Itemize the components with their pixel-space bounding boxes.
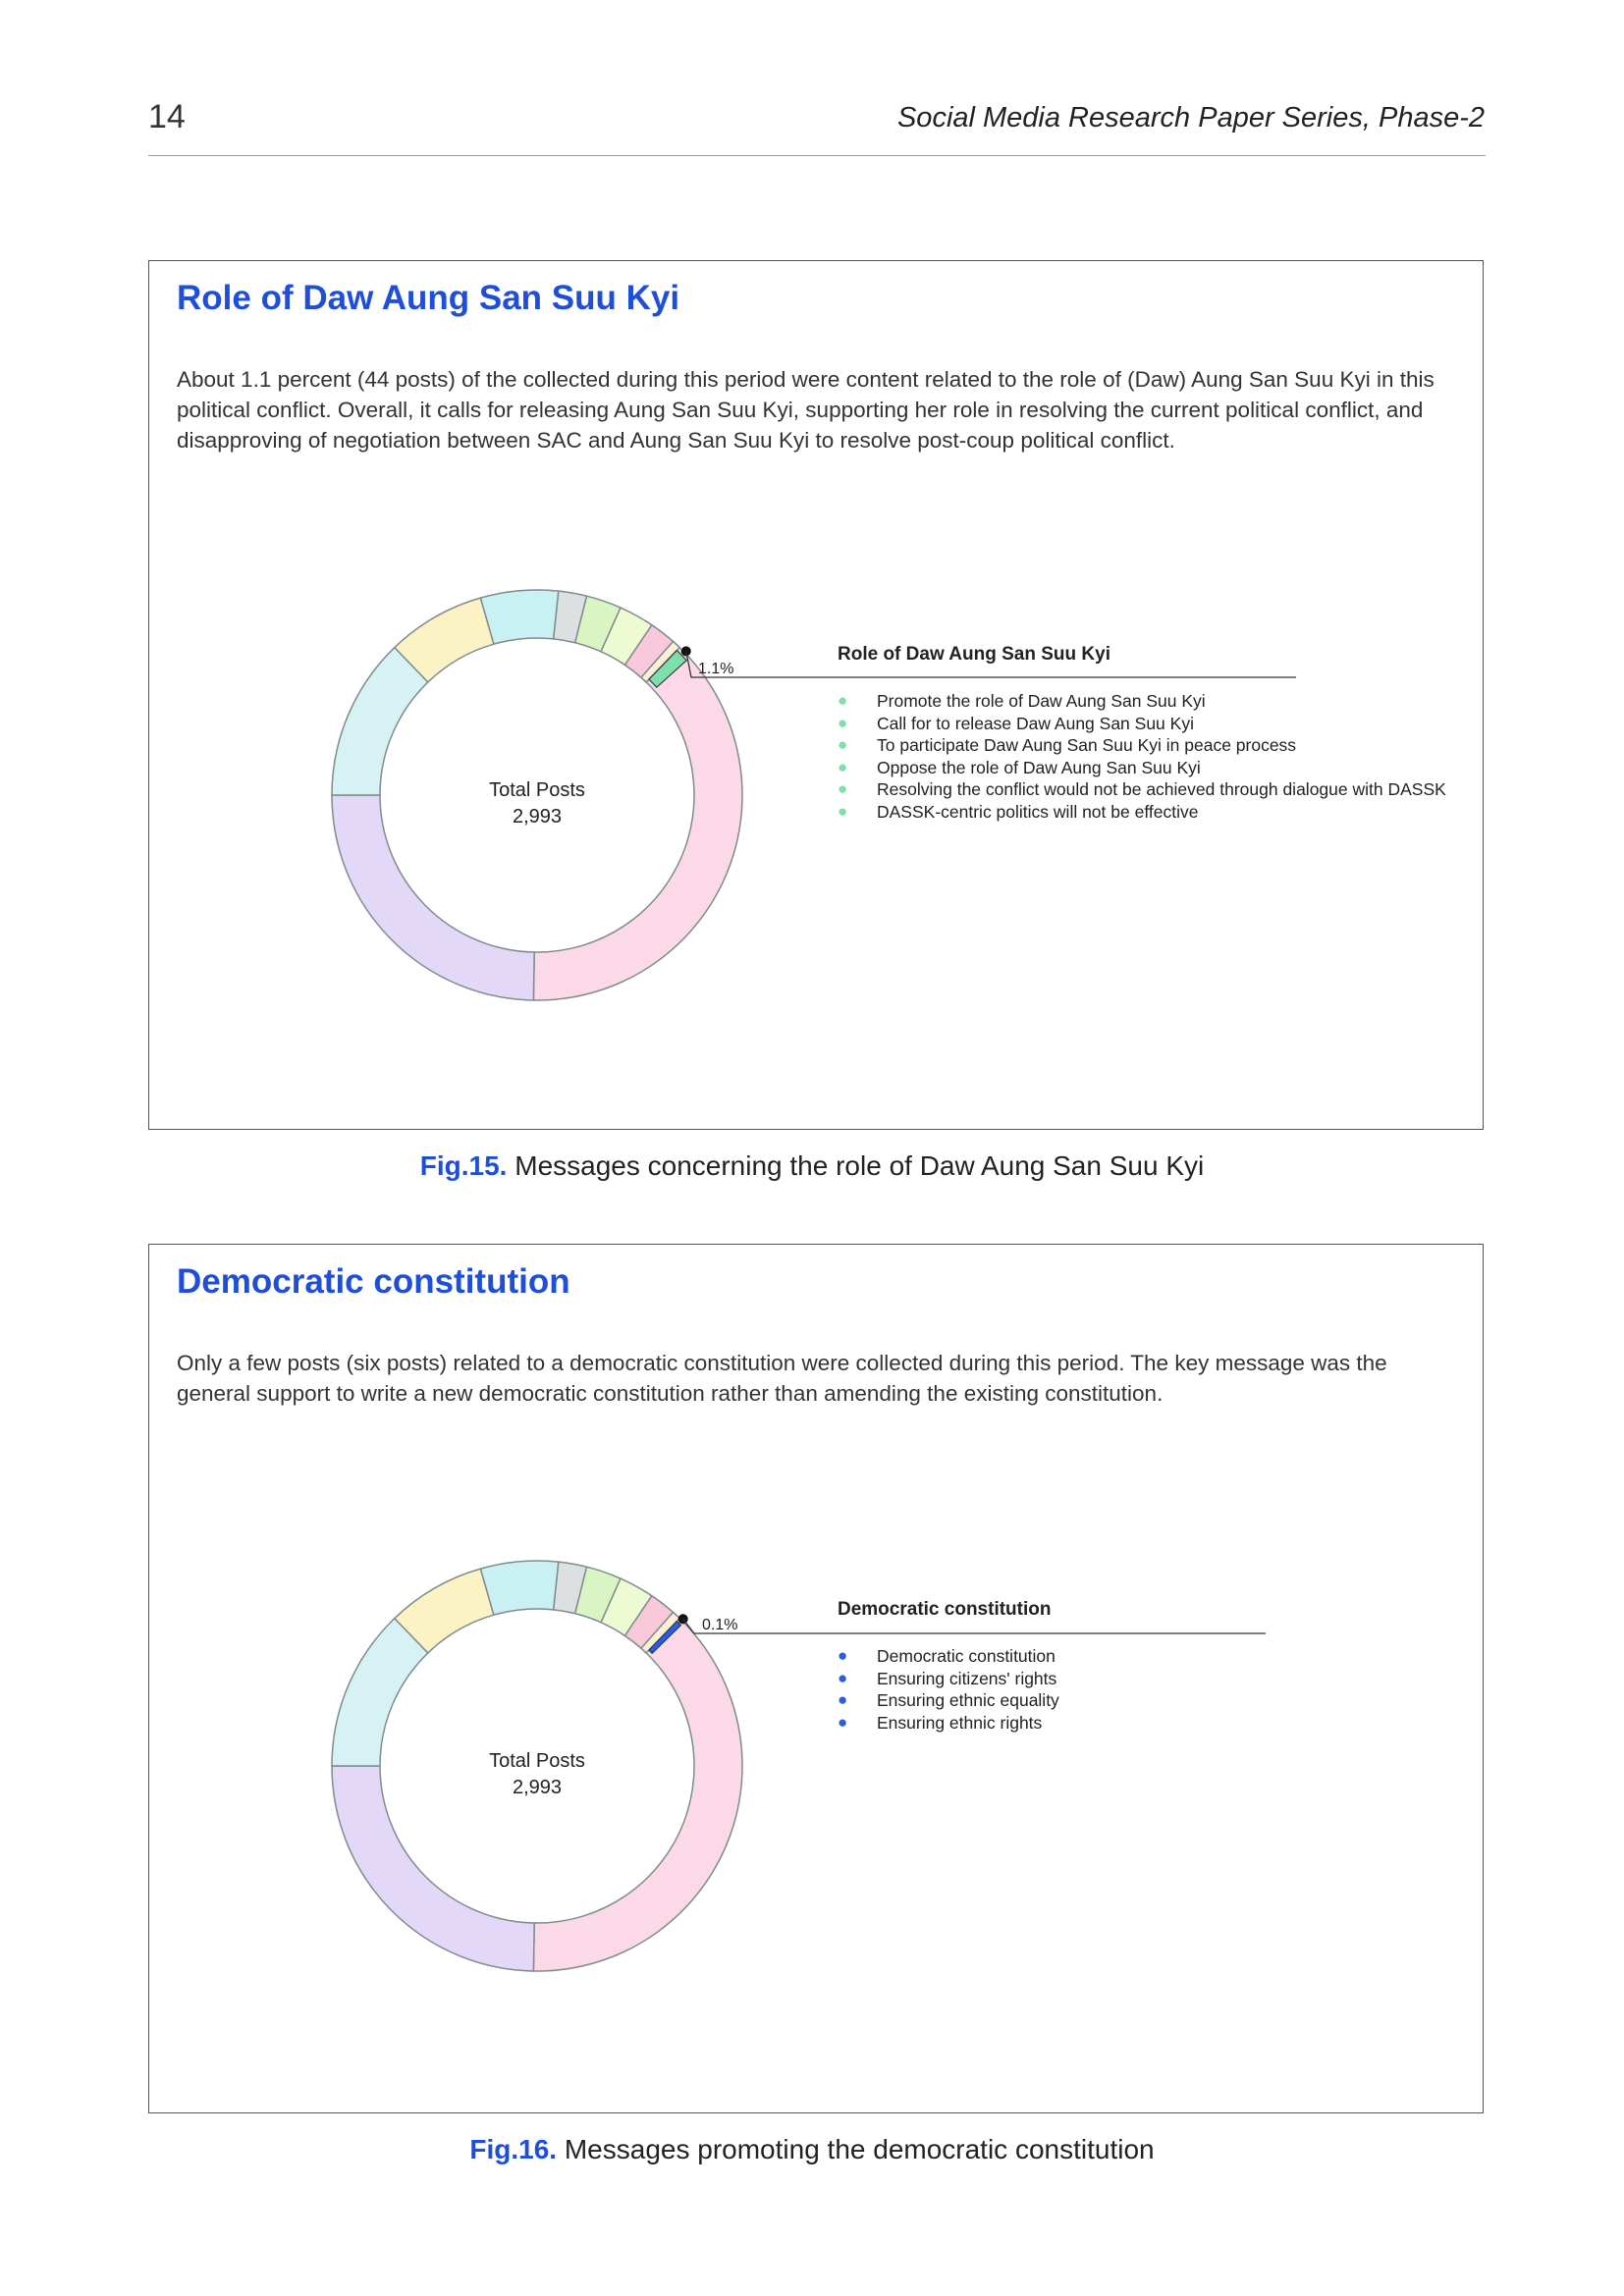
donut-slice <box>533 1592 742 1971</box>
legend-bullet: ● <box>838 757 848 776</box>
legend-bullet: ● <box>838 1690 848 1709</box>
legend-bullet: ● <box>838 1646 848 1665</box>
donut-slice <box>480 590 558 644</box>
donut-slice <box>332 1619 428 1766</box>
donut-center-value: 2,993 <box>512 806 563 828</box>
legend-bullet: ● <box>838 801 848 821</box>
donut-slice <box>332 648 428 795</box>
figure-caption-text: Messages promoting the democratic constitution <box>564 2134 1155 2164</box>
donut-center-value: 2,993 <box>512 1777 563 1798</box>
figure-caption-text: Messages concerning the role of Daw Aung San Suu Kyi <box>514 1150 1205 1181</box>
running-head: Social Media Research Paper Series, Phase-2 <box>896 102 1485 133</box>
legend-item <box>838 757 1466 779</box>
figure-caption-label: Fig.16. <box>469 2134 558 2164</box>
legend-item <box>838 690 1466 713</box>
legend-item <box>838 1645 1059 1668</box>
legend-item-label: Oppose the role of Daw Aung San Suu Kyi <box>877 757 1201 777</box>
figure-panel-role-of-daw-aung-san-suu-kyi <box>148 260 1484 1130</box>
donut-center-label: Total Posts <box>489 779 585 801</box>
legend-item-label: Promote the role of Daw Aung San Suu Kyi <box>877 691 1206 711</box>
legend-item <box>838 1712 1059 1735</box>
legend-item <box>838 734 1466 757</box>
legend-item <box>838 778 1466 801</box>
legend-item-label: Ensuring ethnic rights <box>877 1712 1043 1733</box>
legend-list <box>838 690 1466 823</box>
legend-bullet: ● <box>838 713 848 732</box>
legend-item-label: Ensuring citizens' rights <box>877 1668 1057 1688</box>
legend-item-label: Democratic constitution <box>877 1646 1056 1666</box>
highlight-percent-label: 0.1% <box>702 1617 738 1633</box>
figure-caption <box>0 1150 1624 1182</box>
donut-slice <box>480 1561 558 1615</box>
legend-title: Democratic constitution <box>838 1599 1052 1620</box>
legend-item <box>838 1668 1059 1690</box>
legend-item <box>838 801 1466 824</box>
header-rule <box>148 155 1486 156</box>
legend-item-label: Ensuring ethnic equality <box>877 1690 1059 1710</box>
legend-bullet: ● <box>838 779 848 798</box>
leader-line <box>683 1619 1266 1633</box>
donut-chart <box>149 1245 1485 2114</box>
legend-bullet: ● <box>838 1712 848 1732</box>
legend-list <box>838 1645 1059 1734</box>
panel-body-text: Only a few posts (six posts) related to a democratic constitution were collected during this period. The key message was the general support to write a new democratic constitution rather than amending the existing constitution. <box>177 1351 1387 1406</box>
legend-bullet: ● <box>838 735 848 754</box>
panel-title: Democratic constitution <box>177 1262 570 1301</box>
figure-panel-democratic-constitution <box>148 1244 1484 2113</box>
page-number: 14 <box>148 98 186 135</box>
legend-bullet: ● <box>838 1668 848 1687</box>
figure-caption-label: Fig.15. <box>419 1150 508 1181</box>
donut-slice <box>332 795 534 1000</box>
legend-item <box>838 713 1466 735</box>
donut-center-label: Total Posts <box>489 1750 585 1772</box>
donut-slice <box>332 1766 534 1971</box>
figure-caption <box>0 2134 1624 2165</box>
legend-item <box>838 1689 1059 1712</box>
donut-slice <box>533 621 742 1000</box>
legend-item-label: To participate Daw Aung San Suu Kyi in peace process <box>877 735 1297 755</box>
legend-title: Role of Daw Aung San Suu Kyi <box>838 644 1110 665</box>
highlight-percent-label: 1.1% <box>698 661 734 677</box>
panel-title: Role of Daw Aung San Suu Kyi <box>177 279 680 317</box>
legend-item-label: Resolving the conflict would not be achieved through dialogue with DASSK <box>877 779 1446 799</box>
legend-item-label: Call for to release Daw Aung San Suu Kyi <box>877 713 1194 733</box>
panel-body-text: About 1.1 percent (44 posts) of the collected during this period were content related to the role of (Daw) Aung San Suu Kyi in this political conflict. Overall, it calls for releasing Aung San Suu Kyi, supporting her role in resolving the current political conflict, and disapproving of negotiation between SAC and Aung San Suu Kyi to resolve post-coup political conflict. <box>177 367 1435 453</box>
legend-bullet: ● <box>838 691 848 710</box>
legend-item-label: DASSK-centric politics will not be effective <box>877 801 1199 822</box>
